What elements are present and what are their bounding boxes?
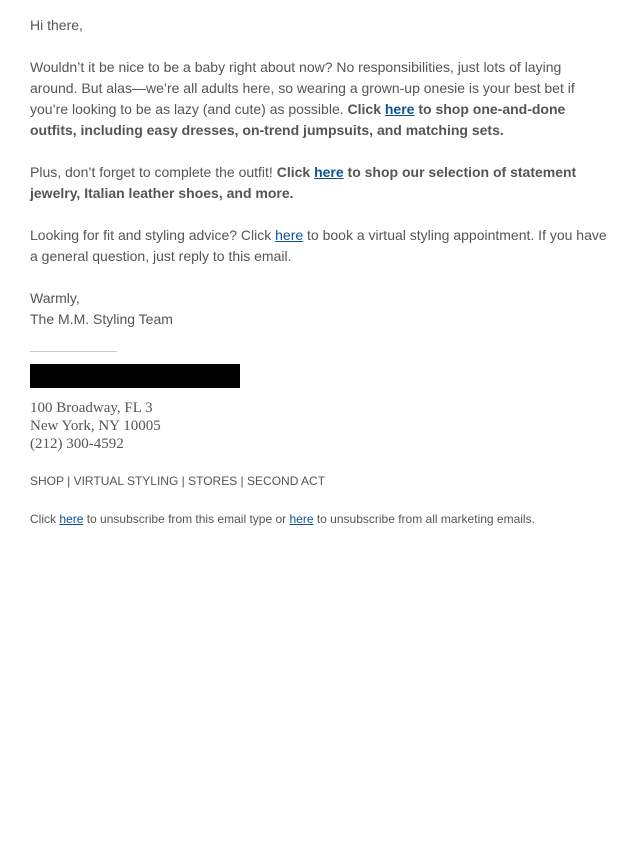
footer-shop-link[interactable]: SHOP (30, 474, 64, 488)
paragraph-styling (30, 225, 610, 267)
footer-separator: | (178, 474, 189, 488)
unsubscribe-text (30, 511, 610, 527)
paragraph-onesies-text: Wouldn’t it be nice to be a baby right about now? No responsibilities, just lots of laying around. But alas—we’re all adults here, so wearing a grown-up onesie is your best bet if you’re looking to be as lazy (and cute) as possible. (30, 59, 575, 117)
footer-separator: | (237, 474, 248, 488)
footer-separator: | (63, 474, 74, 488)
paragraph-styling-after: to book a virtual styling appointment. If you have a general question, just reply to this email. (30, 227, 607, 264)
unsubscribe-middle: to unsubscribe from this email type or (83, 512, 290, 526)
greeting: Hi there, (30, 17, 83, 33)
signature (30, 288, 610, 330)
unsubscribe-end: to unsubscribe from all marketing emails. (313, 512, 535, 526)
shop-accessories-link[interactable]: here (314, 164, 344, 180)
cta-click-text: Click (347, 101, 385, 117)
paragraph-accessories (30, 162, 610, 204)
footer-stores-link[interactable]: STORES (188, 474, 238, 488)
book-styling-link[interactable]: here (275, 227, 304, 243)
unsubscribe-all-link[interactable]: here (289, 512, 314, 526)
phone-number: (212) 300-4592 (30, 436, 124, 452)
footer-virtual-styling-link[interactable]: VIRTUAL STYLING (73, 474, 179, 488)
redacted-logo (30, 364, 240, 388)
address-block (30, 399, 610, 453)
divider (30, 351, 117, 352)
paragraph-onesies (30, 57, 610, 141)
address-line-2: New York, NY 10005 (30, 418, 161, 434)
paragraph-styling-text: Looking for fit and styling advice? Click (30, 227, 276, 243)
cta-after-text: to shop one-and-done outfits, including easy dresses, on-trend jumpsuits, and matching sets. (30, 101, 566, 138)
paragraph-accessories-text: Plus, don’t forget to complete the outfit! (30, 164, 277, 180)
team-name: The M.M. Styling Team (30, 311, 173, 327)
unsubscribe-click: Click (30, 512, 60, 526)
address-line-1: 100 Broadway, FL 3 (30, 400, 153, 416)
footer-nav (30, 473, 610, 489)
cta-after-text: to shop our selection of statement jewelry, Italian leather shoes, and more. (30, 164, 577, 201)
footer-second-act-link[interactable]: SECOND ACT (247, 474, 326, 488)
shop-outfits-link[interactable]: here (384, 101, 415, 117)
cta-click-text: Click (276, 164, 315, 180)
unsubscribe-type-link[interactable]: here (59, 512, 84, 526)
signoff: Warmly, (30, 290, 80, 306)
